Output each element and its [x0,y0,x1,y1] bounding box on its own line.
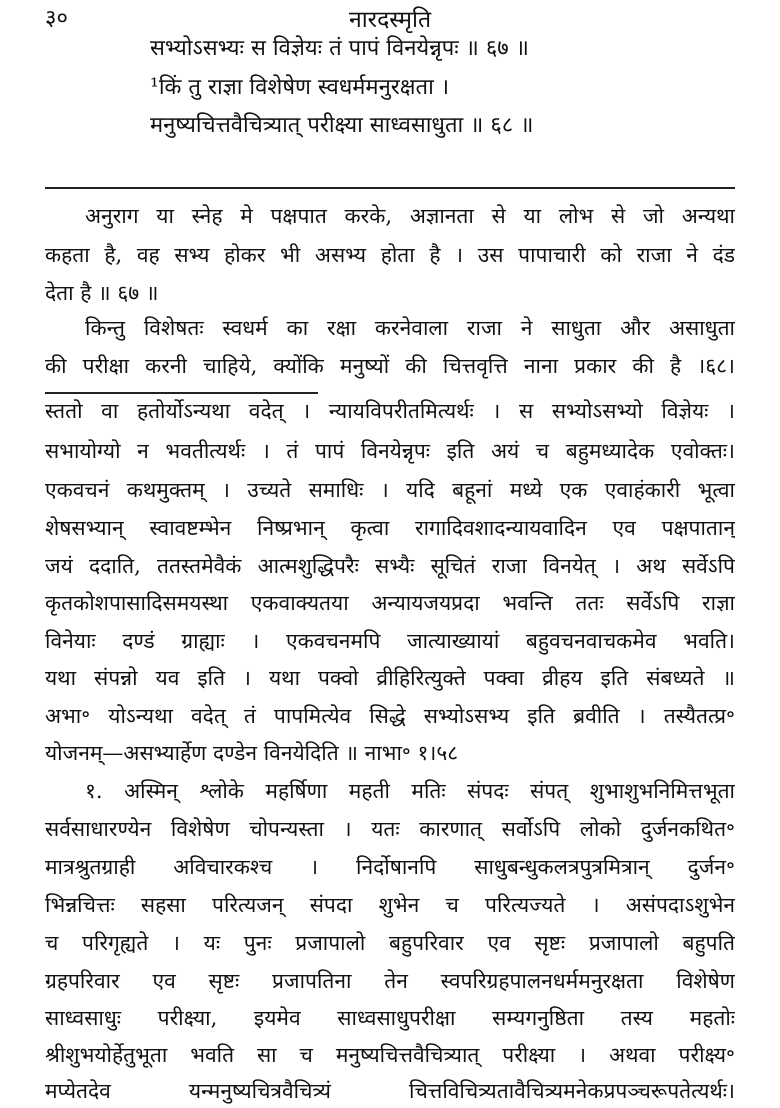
commentary-line: एकवचनं कथमुक्तम् । उच्यते समाधिः । यदि बहूनां मध्ये एक एवाहंकारी भूत्वा [45,478,735,502]
translation-line: देता है ॥ ६७ ॥ [45,281,159,305]
translation-line: कहता है, वह सभ्य होकर भी असभ्य होता है । उस पापाचारी को राजा ने दंड [45,243,735,267]
footnote-line: ग्रहपरिवार एव सृष्टः प्रजापतिना तेन स्वपरिग्रहपालनधर्ममनुरक्षता विशेषेण [45,969,735,993]
translation-line: की परीक्षा करनी चाहिये, क्योंकि मनुष्यों की चित्तवृत्ति नाना प्रकार की है ।६८। [45,354,735,378]
divider [45,392,318,394]
commentary-line: स्ततो वा हतोर्योऽन्यथा वदेत् । न्यायविपरीतमित्यर्थः । स सभ्योऽसभ्यो विज्ञेयः । [45,399,735,423]
commentary-line: अभा॰ योऽन्यथा वदेत् तं पापमित्येव सिद्धे सभ्योऽसभ्य इति ब्रवीति । तस्यैतत्प्र॰ [45,704,735,728]
commentary-line: विनेयाः दण्डं ग्राह्याः । एकवचनमपि जात्याख्यायां बहुवचनवाचकमेव भवति। [45,629,735,653]
footnote-line: मात्रश्रुतग्राही अविचारकश्च । निर्दोषानपि साधुबन्धुकलत्रपुत्रमित्रान् दुर्जन॰ [45,855,735,879]
divider [45,187,735,189]
footnote-line: भिन्नचित्तः सहसा परित्यजन् संपदा शुभेन च परित्यज्यते । असंपदाऽशुभेन [45,893,735,917]
footnote-line: श्रीशुभयोर्हेतुभूता भवति सा च मनुष्यचित्तवैचित्र्यात् परीक्ष्या । अथवा परीक्ष्य॰ [45,1043,735,1067]
footnote-line: च परिगृह्यते । यः पुनः प्रजापालो बहुपरिवार एव सृष्टः प्रजापालो बहुपति [45,931,735,955]
running-title: नारदस्मृति [348,7,432,33]
verse-line: मनुष्यचित्तवैचित्र्यात् परीक्ष्या साध्वसाधुता ॥ ६८ ॥ [150,113,534,138]
commentary-line: शेषसभ्यान् स्वावष्टम्भेन निष्प्रभान् कृत्वा रागादिवशादन्यायवादिन एव पक्षपातान् [45,516,735,540]
translation-line: अनुराग या स्नेह मे पक्षपात करके, अज्ञानता से या लोभ से जो अन्यथा [85,204,735,228]
footnote-line: १. अस्मिन् श्लोके महर्षिणा महती मतिः संपदः संपत् शुभाशुभनिमित्तभूता [85,779,735,803]
translation-line: किन्तु विशेषतः स्वधर्म का रक्षा करनेवाला राजा ने साधुता और असाधुता [85,316,735,340]
footnote-line: मप्येतदेव यन्मनुष्यचित्रवैचित्र्यं चित्तविचित्र्यतावैचित्र्यमनेकप्रपञ्चरूपतेत्यर्थः। [45,1079,735,1103]
verse-line: ¹किं तु राज्ञा विशेषेण स्वधर्ममनुरक्षता । [150,75,450,100]
verse-line: सभ्योऽसभ्यः स विज्ञेयः तं पापं विनयेन्नृपः ॥ ६७ ॥ [150,36,529,61]
commentary-line: सभायोग्यो न भवतीत्यर्थः । तं पापं विनयेन्नृपः इति अयं च बहुमध्यादेक एवोक्तः। [45,439,735,463]
commentary-line: योजनम्—असभ्यार्हेण दण्डेन विनयेदिति ॥ नाभा॰ १।५८ [45,741,459,765]
footnote-line: सर्वसाधारण्येन विशेषेण चोपन्यस्ता । यतः कारणात् सर्वोऽपि लोको दुर्जनकथित॰ [45,817,735,841]
commentary-line: कृतकोशपासादिसमयस्था एकवाक्यतया अन्यायजयप्रदा भवन्ति ततः सर्वेऽपि राज्ञा [45,591,735,615]
commentary-line: जयं ददाति, ततस्तमेवैकं आत्मशुद्धिपरैः सभ्यैः सूचितं राजा विनयेत् । अथ सर्वेऽपि [45,554,735,578]
footnote-line: साध्वसाधुः परीक्ष्या, इयमेव साध्वसाधुपरीक्षा सम्यगनुष्ठिता तस्य महतोः [45,1006,735,1030]
page-number: ३० [45,6,68,31]
commentary-line: यथा संपन्नो यव इति । यथा पक्वो व्रीहिरित्युक्ते पक्वा व्रीहय इति संबध्यते ॥ [45,666,735,690]
